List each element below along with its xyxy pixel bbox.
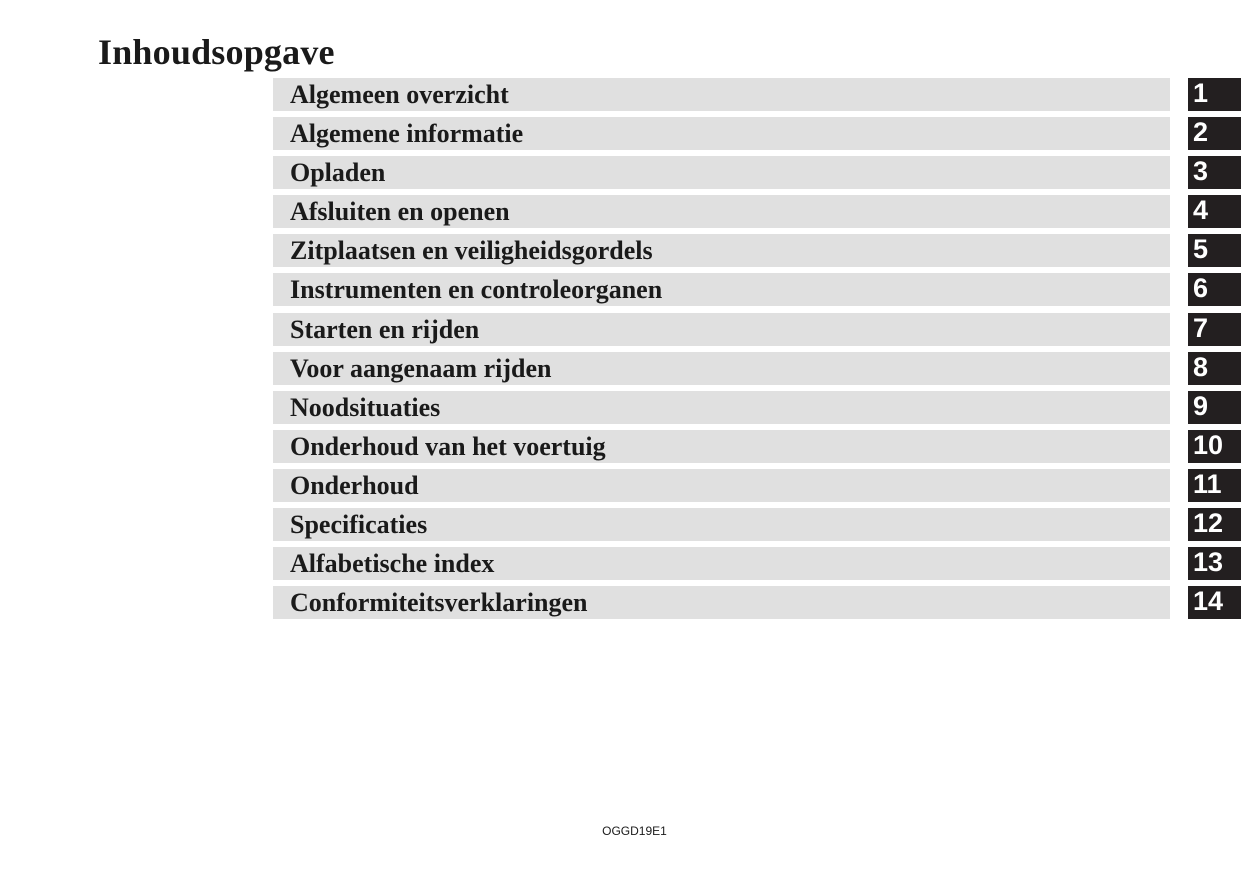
chapter-tab[interactable]: 2 (1188, 117, 1241, 150)
chapter-tab[interactable]: 10 (1188, 430, 1241, 463)
chapter-tab[interactable]: 12 (1188, 508, 1241, 541)
toc-item-label: Voor aangenaam rijden (290, 353, 552, 383)
toc-item-label: Afsluiten en openen (290, 197, 510, 227)
toc-item-label: Instrumenten en controleorganen (290, 275, 663, 305)
toc-bar (273, 156, 1170, 189)
chapter-tab[interactable]: 3 (1188, 156, 1241, 189)
chapter-tab[interactable]: 8 (1188, 352, 1241, 385)
toc-item-label: Alfabetische index (290, 549, 495, 579)
toc-item-14[interactable] (273, 586, 1241, 619)
toc-item-8[interactable] (273, 352, 1241, 385)
toc-item-label: Algemene informatie (290, 119, 524, 149)
toc-item-13[interactable] (273, 547, 1241, 580)
chapter-tab[interactable]: 9 (1188, 391, 1241, 424)
toc-item-label: Starten en rijden (290, 314, 480, 344)
toc-item-6[interactable] (273, 273, 1241, 306)
toc-item-5[interactable] (273, 234, 1241, 267)
document-code: OGGD19E1 (602, 824, 667, 838)
chapter-tab[interactable]: 6 (1188, 273, 1241, 306)
chapter-tab[interactable]: 14 (1188, 586, 1241, 619)
page-title: Inhoudsopgave (98, 32, 335, 72)
toc-item-11[interactable] (273, 469, 1241, 502)
chapter-tab[interactable]: 1 (1188, 78, 1241, 111)
toc-item-9[interactable] (273, 391, 1241, 424)
chapter-tab[interactable]: 4 (1188, 195, 1241, 228)
toc-item-label: Zitplaatsen en veiligheidsgordels (290, 236, 653, 266)
toc-item-10[interactable] (273, 430, 1241, 463)
toc-item-label: Onderhoud (290, 470, 419, 500)
toc-item-label: Specificaties (290, 510, 428, 540)
chapter-tab[interactable]: 13 (1188, 547, 1241, 580)
toc-item-2[interactable] (273, 117, 1241, 150)
table-of-contents (273, 78, 1241, 625)
toc-item-label: Opladen (290, 158, 386, 188)
toc-item-label: Conformiteitsverklaringen (290, 588, 588, 618)
toc-item-7[interactable] (273, 313, 1241, 346)
toc-item-label: Onderhoud van het voertuig (290, 431, 606, 461)
chapter-tab[interactable]: 11 (1188, 469, 1241, 502)
toc-item-label: Noodsituaties (290, 392, 441, 422)
toc-item-4[interactable] (273, 195, 1241, 228)
toc-item-1[interactable] (273, 78, 1241, 111)
chapter-tab[interactable]: 5 (1188, 234, 1241, 267)
toc-item-12[interactable] (273, 508, 1241, 541)
chapter-tab[interactable]: 7 (1188, 313, 1241, 346)
toc-item-3[interactable] (273, 156, 1241, 189)
toc-item-label: Algemeen overzicht (290, 80, 509, 109)
